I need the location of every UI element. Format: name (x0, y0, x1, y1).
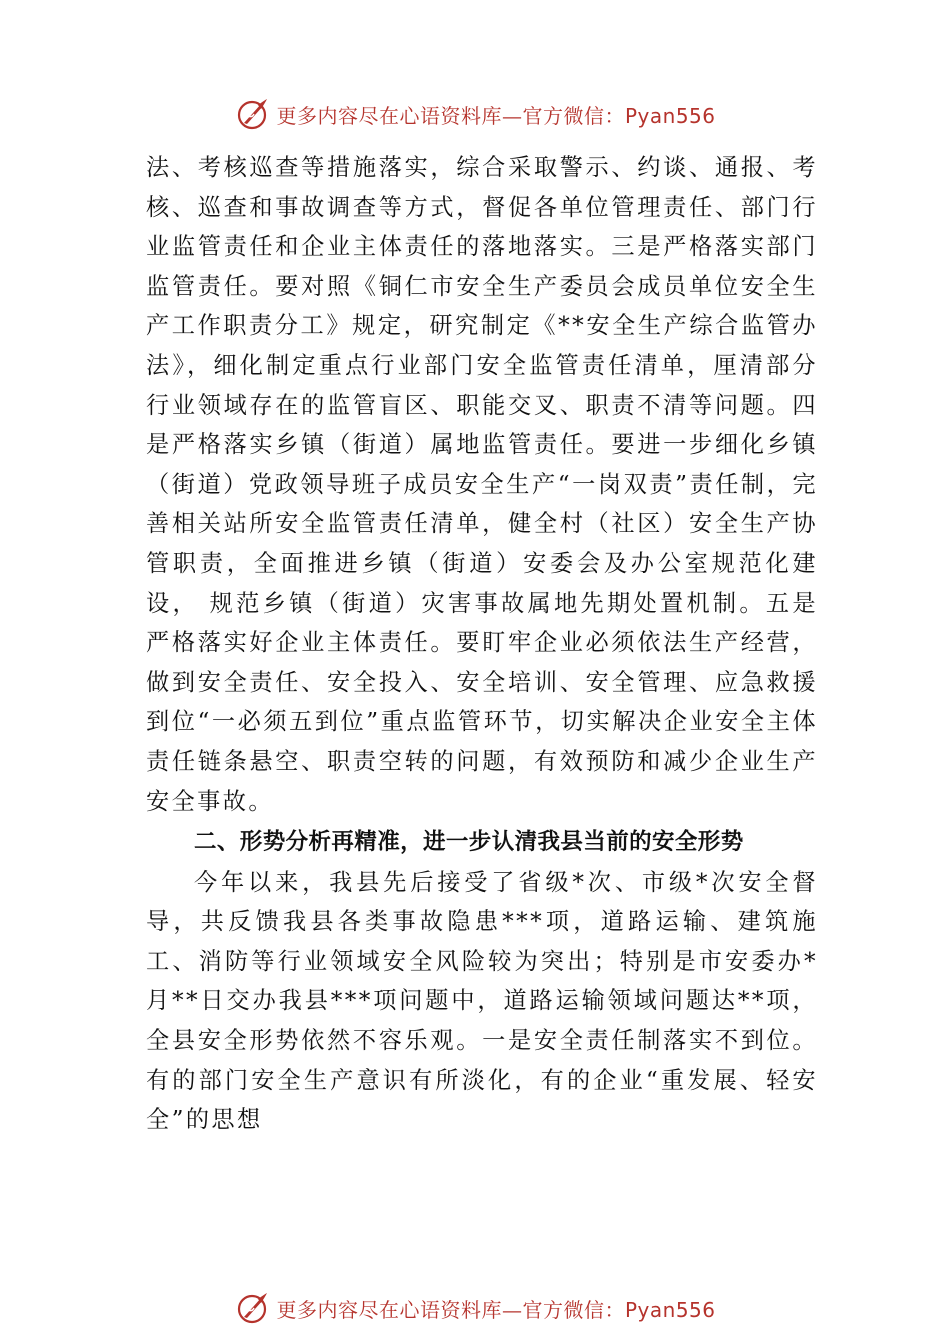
footer-wechat-handle: Pyan556 (624, 1297, 716, 1322)
header-brand: 更多内容尽在心语资料库 (276, 103, 502, 128)
header-dash: — (501, 103, 523, 128)
footer-dash: — (501, 1297, 523, 1322)
footer-watermark-banner (0, 1288, 950, 1328)
document-body (146, 148, 818, 1140)
footer-wechat-label: 官方微信： (522, 1297, 625, 1322)
footer-brand: 更多内容尽在心语资料库 (276, 1297, 502, 1322)
quill-logo-icon (234, 96, 270, 132)
section-heading-2: 二、形势分析再精准，进一步认清我县当前的安全形势 (194, 829, 744, 856)
quill-logo-icon (234, 1290, 270, 1326)
header-wechat-label: 官方微信： (522, 103, 625, 128)
paragraph-2: 今年以来，我县先后接受了省级*次、市级*次安全督导，共反馈我县各类事故隐患***项，道路运输、建筑施工、消防等行业领域安全风险较为突出；特别是市安委办*月**日交办我县***项问题中，道路运输领域问题达**项，全县安全形势依然不容乐观。一是安全责任制落实不到位。有的部门安全生产意识有所淡化，有的企业“重发展、轻安全”的思想 (146, 868, 818, 1134)
header-wechat-handle: Pyan556 (624, 103, 716, 128)
header-watermark-text (276, 100, 715, 129)
paragraph-1: 法、考核巡查等措施落实，综合采取警示、约谈、通报、考核、巡查和事故调查等方式，督促各单位管理责任、部门行业监管责任和企业主体责任的落地落实。三是严格落实部门监管责任。要对照《铜仁市安全生产委员会成员单位安全生产工作职责分工》规定，研究制定《**安全生产综合监管办法》，细化制定重点行业部门安全监管责任清单，厘清部分行业领域存在的监管盲区、职能交叉、职责不清等问题。四是严格落实乡镇（街道）属地监管责任。要进一步细化乡镇（街道）党政领导班子成员安全生产“一岗双责”责任制，完善相关站所安全监管责任清单，健全村（社区）安全生产协管职责，全面推进乡镇（街道）安委会及办公室规范化建设， 规范乡镇（街道）灾害事故属地先期处置机制。五是严格落实好企业主体责任。要盯牢企业必须依法生产经营，做到安全责任、安全投入、安全培训、安全管理、应急救援到位“一必须五到位”重点监管环节，切实解决企业安全主体责任链条悬空、职责空转的问题，有效预防和减少企业生产安全事故。 (146, 154, 818, 815)
header-watermark-banner (0, 94, 950, 134)
footer-watermark-text (276, 1294, 715, 1323)
